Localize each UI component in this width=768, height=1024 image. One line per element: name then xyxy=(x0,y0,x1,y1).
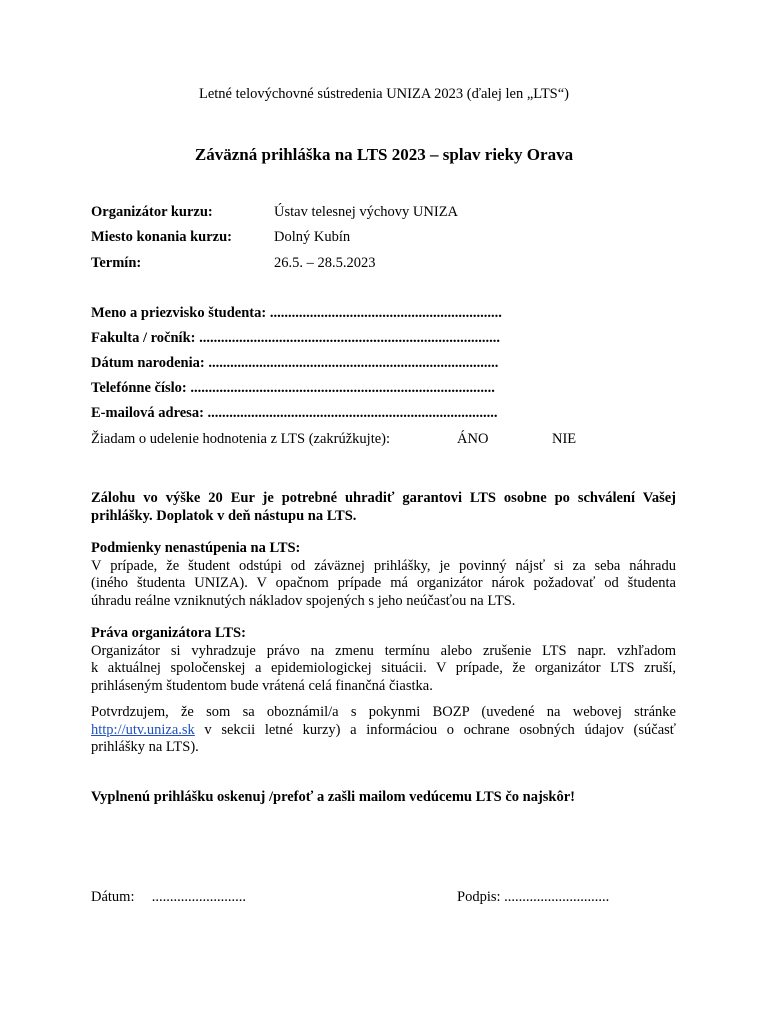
conditions-line-1: V prípade, že študent odstúpi od záväznej prihlášky, je povinný nájsť si za seba náhradu xyxy=(91,557,676,574)
bozp-confirmation xyxy=(91,704,676,757)
faculty-year-dots: ................................................................................... xyxy=(199,330,500,346)
submission-instruction: Vyplnenú prihlášku oskenuj /prefoť a zašli mailom vedúcemu LTS čo najskôr! xyxy=(91,789,575,805)
student-name-dots: ................................................................ xyxy=(269,305,502,321)
confirmation-line-2-text: v sekcii letné kurzy) a informáciou o ochrane osobných údajov (súčasť xyxy=(194,721,676,738)
rights-heading: Práva organizátora LTS: xyxy=(91,625,246,641)
grading-question: Žiadam o udelenie hodnotenia z LTS (zakrúžkujte): xyxy=(91,431,391,447)
student-name-field[interactable] xyxy=(91,305,502,322)
faculty-year-field[interactable] xyxy=(91,330,500,347)
birth-date-label: Dátum narodenia: xyxy=(91,355,205,371)
phone-dots: .................................................................................... xyxy=(190,380,495,396)
location-value: Dolný Kubín xyxy=(274,229,351,245)
term-label: Termín: xyxy=(91,255,142,271)
rights-line-1: Organizátor si vyhradzuje právo na zmenu termínu alebo zrušenie LTS napr. vzhľadom xyxy=(91,642,676,659)
signature-dots: ............................. xyxy=(504,889,610,905)
date-dots: .......................... xyxy=(151,889,246,905)
organizer-label: Organizátor kurzu: xyxy=(91,204,213,220)
location-label: Miesto konania kurzu: xyxy=(91,229,232,245)
deposit-notice xyxy=(91,490,676,525)
organizer-rights xyxy=(91,625,676,695)
phone-field[interactable] xyxy=(91,380,495,397)
conditions-heading: Podmienky nenastúpenia na LTS: xyxy=(91,540,301,556)
utv-website-link[interactable]: http://utv.uniza.sk xyxy=(91,721,195,738)
term-value: 26.5. – 28.5.2023 xyxy=(274,255,376,271)
email-label: E-mailová adresa: xyxy=(91,405,204,421)
signature-label: Podpis: xyxy=(457,889,501,905)
deposit-line-1: Zálohu vo výške 20 Eur je potrebné uhradiť garantovi LTS osobne po schválení Vašej xyxy=(91,490,676,506)
faculty-year-label: Fakulta / ročník: xyxy=(91,330,196,346)
event-subtitle: Letné telovýchovné sústredenia UNIZA 2023 (ďalej len „LTS“) xyxy=(198,86,570,102)
conditions-line-3: úhradu reálne vzniknutých nákladov spojených s jeho neúčasťou na LTS. xyxy=(91,592,516,609)
rights-line-2: k aktuálnej spoločenskej a epidemiologickej situácii. V prípade, že organizátor LTS zruší, xyxy=(91,660,676,676)
phone-label: Telefónne číslo: xyxy=(91,380,187,396)
grading-no-option[interactable]: NIE xyxy=(552,431,577,447)
date-field[interactable] xyxy=(91,889,246,906)
confirmation-line-1: Potvrdzujem, že som sa oboznámil/a s pokynmi BOZP (uvedené na webovej stránke xyxy=(91,704,676,720)
student-name-label: Meno a priezvisko študenta: xyxy=(91,305,267,321)
grading-yes-option[interactable]: ÁNO xyxy=(457,431,489,447)
date-label: Dátum: xyxy=(91,889,135,905)
confirmation-line-3: prihlášky na LTS). xyxy=(91,739,199,755)
organizer-value: Ústav telesnej výchovy UNIZA xyxy=(274,204,459,220)
confirmation-line-2 xyxy=(91,722,676,740)
deposit-line-2: prihlášky. Doplatok v deň nástupu na LTS. xyxy=(91,507,357,524)
conditions-line-2: (iného študenta UNIZA). V opačnom prípade má organizátor nárok požadovať od študenta xyxy=(91,575,676,591)
rights-line-3: prihláseným študentom bude vrátená celá finančná čiastka. xyxy=(91,677,433,694)
email-dots: ................................................................................ xyxy=(207,405,498,421)
form-title: Záväzná prihláška na LTS 2023 – splav rieky Orava xyxy=(194,145,574,164)
signature-field[interactable] xyxy=(457,889,609,906)
withdrawal-conditions xyxy=(91,540,676,610)
email-field[interactable] xyxy=(91,405,498,422)
birth-date-field[interactable] xyxy=(91,355,498,372)
birth-date-dots: ................................................................................ xyxy=(208,355,499,371)
